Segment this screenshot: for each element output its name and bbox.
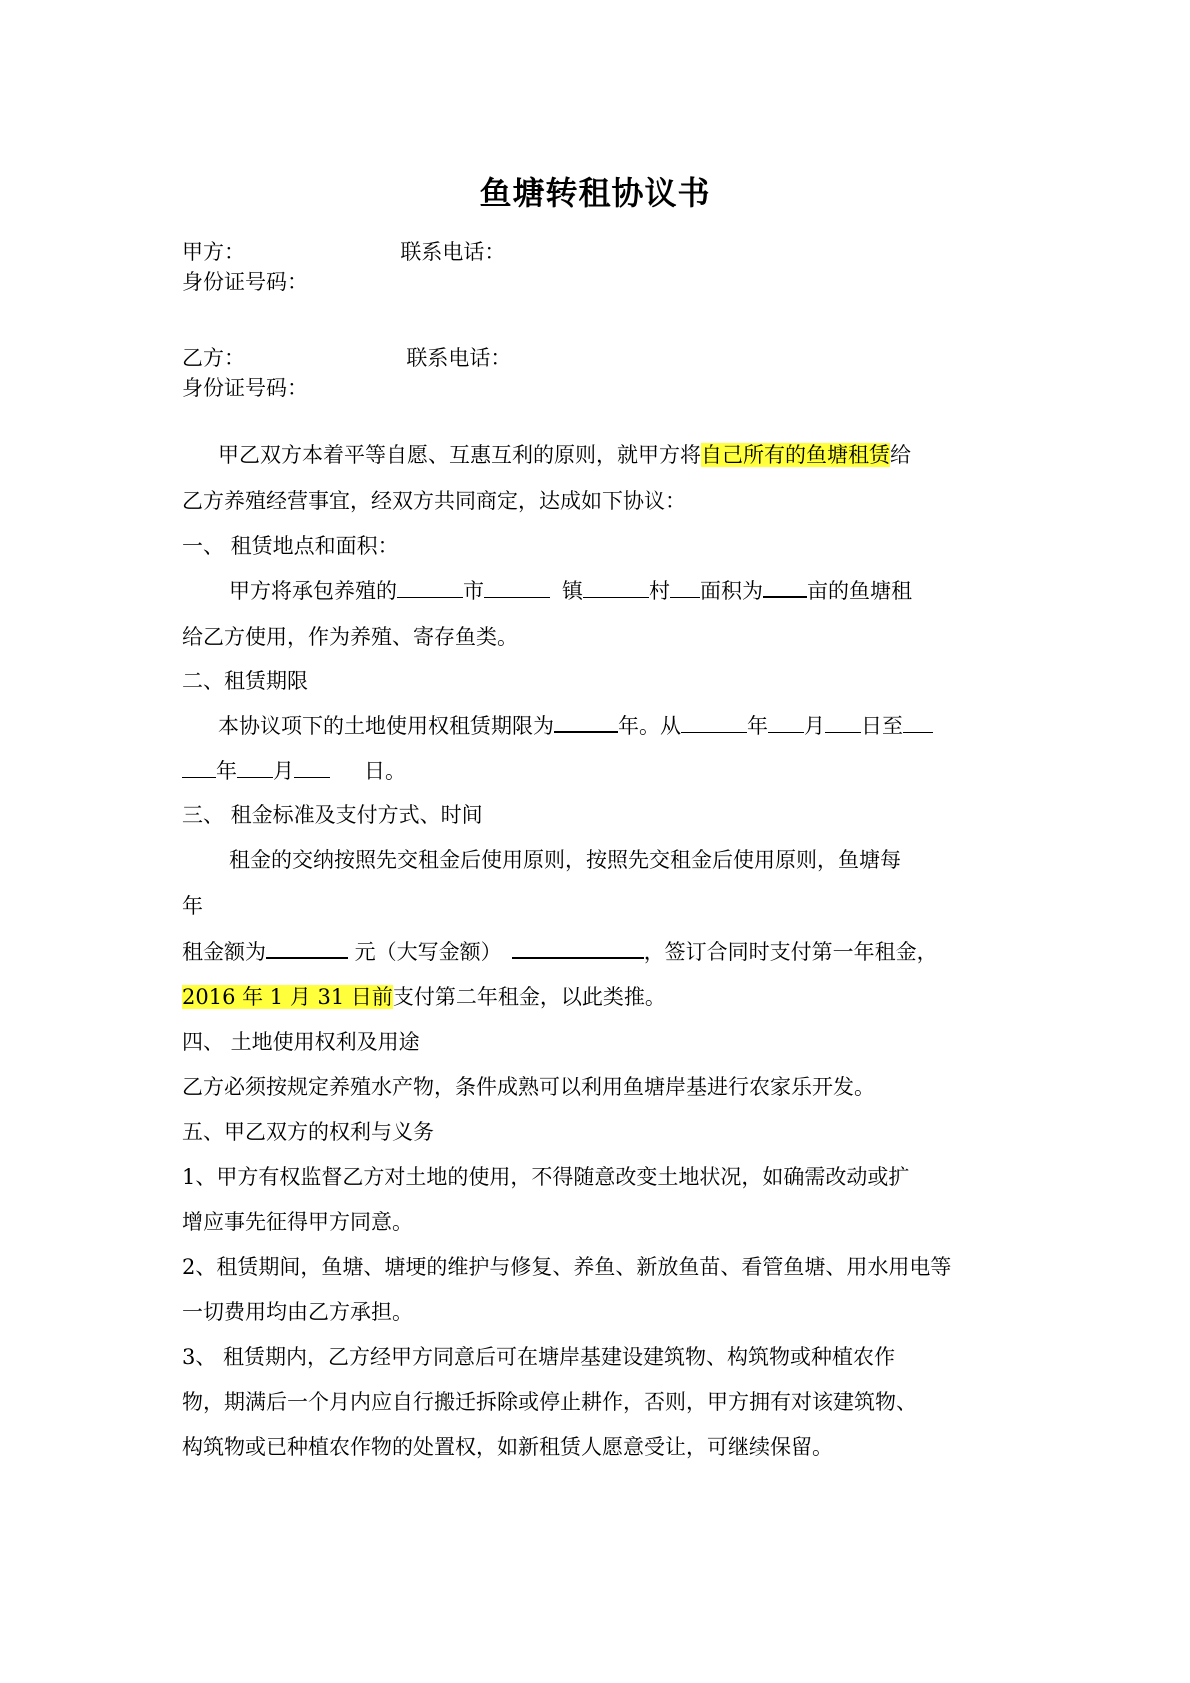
- party-a-id-label: 身份证号码：: [182, 270, 308, 294]
- word-end-month: 月: [273, 759, 294, 783]
- deadline-text: 支付第二年租金，以此类推。: [392, 985, 666, 1009]
- rent-terms: ，签订合同时支付第一年租金，: [643, 940, 938, 964]
- blank-start-month: [768, 714, 804, 733]
- intro-text: 甲乙双方本着平等自愿、互惠互利的原则，就甲方将: [218, 443, 701, 467]
- blank-rent-capital: [512, 939, 644, 959]
- party-b-id-line: [182, 373, 308, 403]
- party-a-label: 甲方：: [182, 240, 245, 264]
- blank-term-years: [554, 713, 618, 733]
- blank-village: [583, 579, 649, 598]
- section-3-line-3: [182, 937, 938, 967]
- word-town: 镇: [562, 579, 583, 603]
- blank-rent-amount: [266, 939, 348, 959]
- blank-end-year-part: [903, 714, 933, 733]
- word-end-day: 日。: [364, 759, 406, 783]
- rent-capital-label: 元（大写金额）: [348, 940, 502, 964]
- section-5-heading: 五、甲乙双方的权利与义务: [182, 1120, 434, 1144]
- item-2-line-1: 2、租赁期间，鱼塘、塘埂的维护与修复、养鱼、新放鱼苗、看管鱼塘、用水用电等: [182, 1255, 952, 1279]
- party-b-phone-label: 联系电话：: [406, 346, 512, 370]
- party-b-line: [182, 343, 511, 373]
- section-3-line-1: 租金的交纳按照先交租金后使用原则，按照先交租金后使用原则，鱼塘每: [229, 848, 901, 872]
- word-village: 村: [649, 579, 670, 603]
- section-1-heading: 一、 租赁地点和面积：: [182, 534, 399, 558]
- section-1-text: 甲方将承包养殖的: [229, 579, 397, 603]
- section-3-heading: 三、 租金标准及支付方式、时间: [182, 803, 483, 827]
- item-3-line-1: 3、 租赁期内，乙方经甲方同意后可在塘岸基建设建筑物、构筑物或种植农作: [182, 1345, 896, 1369]
- item-1-line-1: 1、甲方有权监督乙方对土地的使用，不得随意改变土地状况，如确需改动或扩: [182, 1165, 910, 1189]
- section-3-line-4: [182, 982, 666, 1012]
- word-mu: 亩的鱼塘租: [807, 579, 912, 603]
- blank-start-year: [681, 714, 747, 733]
- section-2-heading: 二、租赁期限: [182, 669, 308, 693]
- party-b-id-label: 身份证号码：: [182, 376, 308, 400]
- party-b-label: 乙方：: [182, 346, 245, 370]
- intro-text-end: 给: [890, 443, 911, 467]
- section-4-line-1: 乙方必须按规定养殖水产物，条件成熟可以利用鱼塘岸基进行农家乐开发。: [182, 1075, 875, 1099]
- blank-town: [484, 579, 550, 598]
- word-month: 月: [804, 714, 825, 738]
- word-city: 市: [463, 579, 484, 603]
- blank-city: [397, 579, 463, 598]
- party-a-id-line: [182, 267, 308, 297]
- section-2-line-1: [218, 711, 933, 741]
- intro-line-2: 乙方养殖经营事宜，经双方共同商定，达成如下协议：: [182, 489, 686, 513]
- party-a-line: [182, 237, 505, 267]
- item-1-line-2: 增应事先征得甲方同意。: [182, 1210, 413, 1234]
- intro-line-1: [218, 440, 911, 470]
- blank-end-month: [237, 759, 273, 778]
- item-3-line-3: 构筑物或已种植农作物的处置权，如新租赁人愿意受让，可继续保留。: [182, 1435, 833, 1459]
- word-end-year: 年: [216, 759, 237, 783]
- document-title: 鱼塘转租协议书: [479, 174, 711, 212]
- word-area: 面积为: [700, 579, 763, 603]
- word-year-from: 年。从: [618, 714, 681, 738]
- deadline-highlight: 2016 年 1 月 31 日前: [182, 985, 393, 1009]
- blank-end-day: [294, 759, 330, 778]
- blank-start-day: [825, 714, 861, 733]
- intro-highlight: 自己所有的鱼塘租赁: [701, 443, 890, 467]
- section-4-heading: 四、 土地使用权利及用途: [182, 1030, 420, 1054]
- section-1-line-1: [229, 576, 912, 606]
- section-2-line-2: [182, 756, 406, 786]
- party-a-phone-label: 联系电话：: [400, 240, 506, 264]
- blank-pre-area: [670, 579, 700, 598]
- rent-amount-label: 租金额为: [182, 940, 266, 964]
- item-2-line-2: 一切费用均由乙方承担。: [182, 1300, 413, 1324]
- word-day-to: 日至: [861, 714, 903, 738]
- blank-area: [763, 578, 807, 598]
- word-year: 年: [747, 714, 768, 738]
- item-3-line-2: 物，期满后一个月内应自行搬迁拆除或停止耕作，否则，甲方拥有对该建筑物、: [182, 1390, 917, 1414]
- blank-end-year: [182, 759, 216, 778]
- section-1-line-2: 给乙方使用，作为养殖、寄存鱼类。: [182, 625, 518, 649]
- section-3-line-2: 年: [182, 894, 203, 918]
- section-2-text: 本协议项下的土地使用权租赁期限为: [218, 714, 554, 738]
